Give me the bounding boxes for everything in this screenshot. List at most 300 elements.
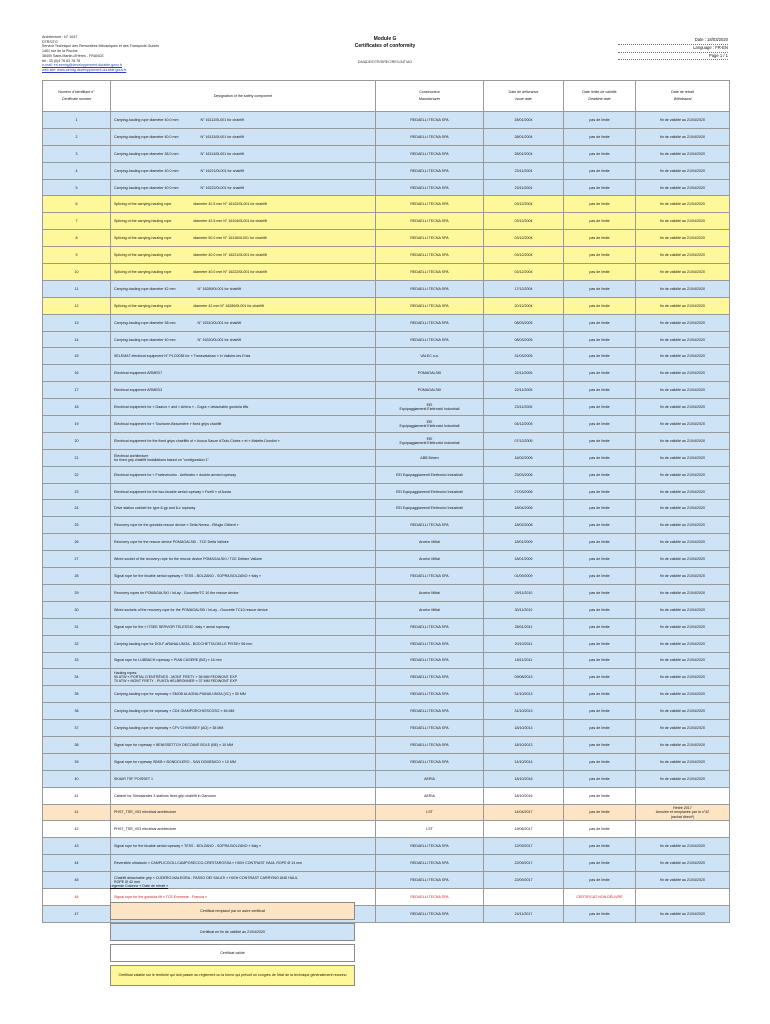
cell-issue-date: 29/11/2010	[484, 584, 564, 601]
legend-title: Légende Colonne « Date de retrait »	[110, 884, 169, 888]
cell-validity: pas de limite	[564, 213, 636, 230]
table-row	[43, 652, 730, 669]
cell-number: 26	[43, 534, 111, 551]
table-row	[43, 584, 730, 601]
cell-issue-date: 31/10/2013	[484, 703, 564, 720]
cell-validity: pas de limite	[564, 382, 636, 399]
cell-manufacturer: REDAELLI TECNA SPA	[376, 297, 484, 314]
designation-detail: N° 16222/0L001 for chairlift	[200, 185, 245, 190]
cell-issue-date: 08/03/2005	[484, 331, 564, 348]
table-row	[43, 416, 730, 433]
cell-manufacturer: REDAELLI TECNA SPA	[376, 145, 484, 162]
cell-designation: Splicing of the carrying-hauling rope diameter 50.0 mm N° 16116/0L001 for chairlift	[111, 230, 376, 247]
cell-validity: pas de limite	[564, 517, 636, 534]
issuer-block	[42, 35, 159, 73]
designation-detail: diameter 40.0 mm N° 16221/0L001 for chairlift	[193, 253, 267, 258]
cell-withdrawal: fin de validité au 21/04/2020	[636, 382, 730, 399]
table-row	[43, 196, 730, 213]
cell-withdrawal: fin de validité au 21/04/2020	[636, 838, 730, 855]
cell-validity: pas de limite	[564, 500, 636, 517]
table-row	[43, 855, 730, 872]
document-reference: DA/ADE/DTR/DREC/REC/AIT/AG	[357, 60, 413, 64]
cell-issue-date: 14/04/2017	[484, 804, 564, 821]
legend	[110, 902, 355, 989]
cell-designation: Carrying-hauling rope diameter 42 mm N° 16289/0L001 for chairlift	[111, 280, 376, 297]
cell-manufacturer: REDAELLI TECNA SPA	[376, 872, 484, 889]
cell-manufacturer: EEI Equipaggiamenti Elettronici Industriali	[376, 466, 484, 483]
cell-issue-date: 28/01/2004	[484, 112, 564, 129]
table-row	[43, 365, 730, 382]
designation-detail: N° 16289/0L001 for chairlift	[197, 286, 242, 291]
cell-issue-date: 18/02/2008	[484, 517, 564, 534]
cell-designation: Recovery rope for the gondola rescue device « Sella Nevea - Rifugio Gilberti »	[111, 517, 376, 534]
table-row	[43, 230, 730, 247]
cell-designation: Carrying-hauling rope for ropeway « SMOB ALAGNA-PIANALUNGA (VC) » 50 MM	[111, 686, 376, 703]
cell-validity: pas de limite	[564, 247, 636, 264]
table-row	[43, 162, 730, 179]
cell-validity: pas de limite	[564, 365, 636, 382]
cell-validity: CERTIFICAT NON DÉLIVRÉ	[564, 888, 636, 905]
cell-issue-date: 28/01/2011	[484, 618, 564, 635]
cell-validity: pas de limite	[564, 568, 636, 585]
document-meta	[618, 37, 728, 60]
cell-issue-date: 14/10/2014	[484, 753, 564, 770]
cell-validity: pas de limite	[564, 348, 636, 365]
cell-number: 13	[43, 314, 111, 331]
cell-validity: pas de limite	[564, 162, 636, 179]
cell-number: 23	[43, 483, 111, 500]
cell-designation: Signal rope for the bicable aerial ropeway « TESS - BOLZANO - SOPRA BOLZANO » Italy »	[111, 568, 376, 585]
table-header-row	[43, 81, 730, 112]
cell-issue-date: 27/03/2006	[484, 483, 564, 500]
table-row	[43, 601, 730, 618]
cell-manufacturer: REDAELLI TECNA SPA	[376, 179, 484, 196]
cell-issue-date: 22/09/2017	[484, 855, 564, 872]
cell-issue-date: 30/11/2010	[484, 601, 564, 618]
table-row	[43, 145, 730, 162]
cell-issue-date: 23/11/2004	[484, 179, 564, 196]
cell-withdrawal: fin de validité au 21/04/2020	[636, 618, 730, 635]
cell-validity: pas de limite	[564, 703, 636, 720]
cell-number: 7	[43, 213, 111, 230]
cell-designation: Electrical equipment for « Tourisme-Beaumière » fixed grips chairlift	[111, 416, 376, 433]
cell-designation: Splicing of the carrying-hauling rope diameter 40.0 mm N° 16222/0L001 for chairlift	[111, 264, 376, 281]
issuer-line: 1461 rue de la Piscine	[42, 49, 78, 54]
issuer-line: Service Technique des Remontées Mécaniques et des Transports Guidés	[42, 44, 159, 49]
cell-manufacturer: REDAELLI TECNA SPA	[376, 196, 484, 213]
header-number: Numéro d'identifiant n° Certificate number	[43, 81, 111, 112]
cell-number: 19	[43, 416, 111, 433]
table-row	[43, 247, 730, 264]
cell-withdrawal: fin de validité au 21/04/2020	[636, 669, 730, 686]
cell-designation: Signal rope for the gondola lift « TCE Eveneste - Francia »	[111, 888, 376, 905]
cell-withdrawal: fin de validité au 21/04/2020	[636, 365, 730, 382]
cell-validity: pas de limite	[564, 551, 636, 568]
designation-detail: N° 16310/0L001 for chairlift	[197, 320, 242, 325]
cell-number: 37	[43, 720, 111, 737]
page-label: Page 1 / 1	[618, 53, 728, 61]
cell-designation: Carrying-hauling rope for ropeway « CFV CHIVINSEY (AO) » 38 MM	[111, 720, 376, 737]
cell-manufacturer: REDAELLI TECNA SPA	[376, 686, 484, 703]
cell-number: 5	[43, 179, 111, 196]
cell-issue-date: 04/12/2005	[484, 416, 564, 433]
cell-number: 32	[43, 635, 111, 652]
cell-issue-date: 23/11/2004	[484, 162, 564, 179]
cell-designation: Electrical equipment for « Fraitevecchio - Anfiteatro » double-armed ropeway	[111, 466, 376, 483]
cell-manufacturer: REDAELLI TECNA SPA	[376, 855, 484, 872]
cell-issue-date	[484, 888, 564, 905]
header-withdrawal: Date de retrait Withdrawal	[636, 81, 730, 112]
cell-withdrawal: fin de validité au 21/04/2020	[636, 230, 730, 247]
issuer-link[interactable]: web site: www.strmtg.developpement-durable.gouv.fr	[42, 67, 127, 72]
cell-withdrawal: fin de validité au 21/04/2020	[636, 264, 730, 281]
legend-item: Certificat remplacé par un autre certificat	[110, 902, 355, 920]
cell-manufacturer: REDAELLI TECNA SPA	[376, 753, 484, 770]
cell-manufacturer: REDAELLI TECNA SPA	[376, 568, 484, 585]
cell-issue-date: 07/12/2005	[484, 432, 564, 449]
cell-withdrawal: fin de validité au 21/04/2020	[636, 128, 730, 145]
cell-manufacturer: POMAGALSKI	[376, 365, 484, 382]
cell-number: 8	[43, 230, 111, 247]
cell-designation: Signal rope for ropeway « BENISSETTCH DECOAVE BOLE (BE) » 10 MM	[111, 736, 376, 753]
cell-designation: Recovery rope for the rescue device POMAGALSKI - TCE Delta Valloire	[111, 534, 376, 551]
cell-number: 44	[43, 855, 111, 872]
designation-detail: diameter 42.5 mm N° 16104/0L001 for chairlift	[193, 219, 267, 224]
cell-number: 22	[43, 466, 111, 483]
cell-manufacturer: REDAELLI TECNA SPA	[376, 247, 484, 264]
cell-number: 47	[43, 905, 111, 922]
cell-withdrawal: fin de validité au 21/04/2020	[636, 770, 730, 787]
cell-manufacturer: VALEC s.a.	[376, 348, 484, 365]
cell-withdrawal: fin de validité au 21/04/2020	[636, 635, 730, 652]
cell-validity: pas de limite	[564, 432, 636, 449]
document-title-block	[300, 36, 470, 66]
cell-withdrawal: fin de validité au 21/04/2020	[636, 399, 730, 416]
cell-validity: pas de limite	[564, 196, 636, 213]
table-row	[43, 483, 730, 500]
issuer-line: DTRS/TG	[42, 39, 58, 44]
cell-manufacturer: REDAELLI TECNA SPA	[376, 905, 484, 922]
cell-designation: Carrying-hauling rope for ropeway « CD4 GIAMPORCHIOSCOSO » 46 MM	[111, 703, 376, 720]
table-row	[43, 449, 730, 466]
cell-validity: pas de limite	[564, 449, 636, 466]
cell-number: 28	[43, 568, 111, 585]
cell-withdrawal: fin de validité au 21/04/2020	[636, 162, 730, 179]
cell-issue-date: 03/12/2004	[484, 230, 564, 247]
table-row	[43, 686, 730, 703]
cell-withdrawal: fin de validité au 21/04/2020	[636, 247, 730, 264]
cell-manufacturer: LST	[376, 821, 484, 838]
cell-validity: pas de limite	[564, 230, 636, 247]
cell-manufacturer: REDAELLI TECNA SPA	[376, 213, 484, 230]
table-row	[43, 838, 730, 855]
table-row	[43, 753, 730, 770]
cell-withdrawal: fin de validité au 21/04/2020	[636, 466, 730, 483]
cell-manufacturer: REDAELLI TECNA SPA	[376, 112, 484, 129]
cell-withdrawal: fin de validité au 21/04/2020	[636, 213, 730, 230]
cell-validity: pas de limite	[564, 601, 636, 618]
cell-designation: PHST_TSR_V03 electrical architecture	[111, 821, 376, 838]
cell-issue-date: 18/10/2013	[484, 736, 564, 753]
cell-number: 10	[43, 264, 111, 281]
cell-validity: pas de limite	[564, 686, 636, 703]
legend-item: Certificat valable sur le territoire qui doit passer au règlement ou la forme qui prévoit un congrès de l'état de la technique généralement reconnu	[110, 965, 355, 986]
cell-withdrawal: fin de validité au 21/04/2020	[636, 348, 730, 365]
cell-manufacturer: REDAELLI TECNA SPA	[376, 230, 484, 247]
cell-designation: Chairlift detachable grip « CUDERO-MALEGRA - PASSO DEI SALATI » HIGH CONTRAST CARRYING AND HAUL ROPE Ø 42 mm	[111, 872, 376, 889]
cell-validity: pas de limite	[564, 838, 636, 855]
cell-manufacturer: REDAELLI TECNA SPA	[376, 517, 484, 534]
designation-detail: diameter 50.0 mm N° 16116/0L001 for chairlift	[193, 236, 267, 241]
cell-designation: Signal rope for the bicable aerial ropeway « TESS - BOLZANO - SOPRA BOLZANO » Italy »	[111, 838, 376, 855]
cell-designation: Splicing of the carrying-hauling rope diameter 40.0 mm N° 16221/0L001 for chairlift	[111, 247, 376, 264]
cell-manufacturer: REDAELLI TECNA SPA	[376, 280, 484, 297]
cell-manufacturer: AERIA	[376, 770, 484, 787]
cell-designation: Electrical equipment ARMED7	[111, 365, 376, 382]
cell-designation: Carrying-hauling rope diameter 38 mm N° 16310/0L001 for chairlift	[111, 314, 376, 331]
cell-number: 35	[43, 686, 111, 703]
table-row	[43, 534, 730, 551]
cell-validity: pas de limite	[564, 821, 636, 838]
table-row	[43, 736, 730, 753]
cell-withdrawal: fin de validité au 21/04/2020	[636, 145, 730, 162]
cell-number: 11	[43, 280, 111, 297]
cell-issue-date: 03/12/2004	[484, 196, 564, 213]
cell-designation: Wired sockets of the recovery rope for the POMAGALSKI / InLay - Gouvette TC10 rescue device	[111, 601, 376, 618]
cell-number: 9	[43, 247, 111, 264]
cell-designation: Electrical equipment for « Daarox » and « Artera » - Cogut » detachable gondola lifts	[111, 399, 376, 416]
table-row	[43, 669, 730, 686]
table-row	[43, 128, 730, 145]
cell-validity: pas de limite	[564, 179, 636, 196]
cell-number: 15	[43, 348, 111, 365]
cell-validity: pas de limite	[564, 128, 636, 145]
issuer-link[interactable]: e-mail: en.strmtg@developpement-durable.gouv.fr	[42, 63, 122, 68]
cell-validity: pas de limite	[564, 399, 636, 416]
cell-issue-date: 18/04/2006	[484, 500, 564, 517]
cell-withdrawal	[636, 787, 730, 804]
cell-manufacturer: Arcelor Mittal	[376, 584, 484, 601]
table-row	[43, 382, 730, 399]
cell-issue-date: 16/02/2006	[484, 449, 564, 466]
header-issue-date: Date de délivrance Issue date	[484, 81, 564, 112]
cell-issue-date: 18/01/2009	[484, 534, 564, 551]
table-row	[43, 568, 730, 585]
table-row	[43, 500, 730, 517]
cell-manufacturer: AERIA	[376, 787, 484, 804]
cell-designation: Electrical architecture for fixed grip chairlift installations based on "configuration 1"	[111, 449, 376, 466]
table-row	[43, 348, 730, 365]
cell-manufacturer: Arcelor Mittal	[376, 551, 484, 568]
cell-withdrawal: fin de validité au 21/04/2020	[636, 179, 730, 196]
cell-number: 34	[43, 669, 111, 686]
cell-withdrawal: fin de validité au 21/04/2020	[636, 703, 730, 720]
cell-designation: Recovery ropes for POMAGALSKI / InLay - Gouvette/TC 10 the rescue device	[111, 584, 376, 601]
cell-number: 30	[43, 601, 111, 618]
table-row	[43, 331, 730, 348]
cell-withdrawal: fin de validité au 21/04/2020	[636, 584, 730, 601]
cell-validity: pas de limite	[564, 483, 636, 500]
cell-validity: pas de limite	[564, 314, 636, 331]
cell-withdrawal: fin de validité au 21/04/2020	[636, 314, 730, 331]
cell-designation: Signal rope for ropeway SBKB « BONDOLERO - SAN DOMENICO » 10 MM	[111, 753, 376, 770]
cell-validity: pas de limite	[564, 534, 636, 551]
cell-manufacturer: POMAGALSKI	[376, 382, 484, 399]
cell-designation: Drive station cabinet for type 8-gp and 6-c ropeway	[111, 500, 376, 517]
cell-issue-date: 31/10/2013	[484, 686, 564, 703]
cell-designation: Carrying-hauling rope diameter 40.0 mm N° 16221/0L001 for chairlift	[111, 162, 376, 179]
table-row	[43, 703, 730, 720]
cell-issue-date: 19/06/2017	[484, 821, 564, 838]
cell-designation: Carrying-hauling rope diameter 40.0 mm N° 16113/0L001 for chairlift	[111, 128, 376, 145]
cell-designation: Reversible ultralauto « CAMPLICCIOLI-CAMPOSECCO-CRESTAROSSA » HIGH CONTRAST HAUL ROPE Ø 14 mm	[111, 855, 376, 872]
cell-issue-date: 18/10/2016	[484, 787, 564, 804]
cell-withdrawal: fin de validité au 21/04/2020	[636, 416, 730, 433]
designation-detail: diameter 42.5 mm N° 16102/0L001 for chairlift	[193, 202, 267, 207]
cell-withdrawal: fin de validité au 21/04/2020	[636, 112, 730, 129]
cell-manufacturer: Arcelor Mittal	[376, 534, 484, 551]
cell-number: 45	[43, 872, 111, 889]
cell-number: 29	[43, 584, 111, 601]
legend-item: Certificat valide	[110, 944, 355, 962]
cell-validity: pas de limite	[564, 720, 636, 737]
language-label: Language : FR-EN	[618, 45, 728, 53]
cell-validity: pas de limite	[564, 297, 636, 314]
table-row	[43, 297, 730, 314]
cell-manufacturer: REDAELLI TECNA SPA	[376, 888, 484, 905]
cell-manufacturer: REDAELLI TECNA SPA	[376, 720, 484, 737]
cell-number: 14	[43, 331, 111, 348]
cell-manufacturer: REDAELLI TECNA SPA	[376, 838, 484, 855]
cell-number: 20	[43, 432, 111, 449]
cell-withdrawal: fin de validité au 21/04/2020	[636, 483, 730, 500]
table-row	[43, 787, 730, 804]
cell-withdrawal: fin de validité au 21/04/2020	[636, 449, 730, 466]
cell-number: 41	[43, 804, 111, 821]
cell-withdrawal: fin de validité au 21/04/2020	[636, 601, 730, 618]
cell-validity: pas de limite	[564, 855, 636, 872]
cell-validity: pas de limite	[564, 112, 636, 129]
cell-issue-date: 22/11/2005	[484, 382, 564, 399]
cell-manufacturer: EEI Equipaggiamenti Elettronici Industriali	[376, 432, 484, 449]
cell-issue-date: 20/10/2011	[484, 635, 564, 652]
cell-validity: pas de limite	[564, 753, 636, 770]
cell-validity: pas de limite	[564, 905, 636, 922]
cell-validity: pas de limite	[564, 787, 636, 804]
cell-number: 40	[43, 770, 111, 787]
cell-designation: PHST_TSR_V03 electrical architecture	[111, 804, 376, 821]
cell-validity: pas de limite	[564, 804, 636, 821]
designation-detail: N° 16114/0L001 for chairlift	[200, 151, 244, 156]
cell-withdrawal: fin de validité au 21/04/2020	[636, 686, 730, 703]
cell-withdrawal: fin de validité au 21/04/2020	[636, 568, 730, 585]
cell-withdrawal: fin de validité au 21/04/2020	[636, 720, 730, 737]
cell-manufacturer: REDAELLI TECNA SPA	[376, 331, 484, 348]
cell-withdrawal: fin de validité au 21/04/2020	[636, 500, 730, 517]
cell-manufacturer: ABB Brixen	[376, 449, 484, 466]
cell-manufacturer: REDAELLI TECNA SPA	[376, 736, 484, 753]
cell-number: 17	[43, 382, 111, 399]
cell-validity: pas de limite	[564, 635, 636, 652]
cell-designation: SKIAIR TSF POISSET 1	[111, 770, 376, 787]
table-row	[43, 179, 730, 196]
cell-withdrawal: fin de validité au 21/04/2020	[636, 280, 730, 297]
cell-withdrawal: fin de validité au 21/04/2020	[636, 331, 730, 348]
table-row	[43, 720, 730, 737]
cell-validity: pas de limite	[564, 280, 636, 297]
cell-issue-date: 09/08/2013	[484, 669, 564, 686]
cell-validity: pas de limite	[564, 669, 636, 686]
cell-withdrawal: fin de validité au 21/04/2020	[636, 753, 730, 770]
cell-validity: pas de limite	[564, 264, 636, 281]
cell-designation: Carrying-hauling rope diameter 38.0 mm N° 16114/0L001 for chairlift	[111, 145, 376, 162]
cell-designation: Carrying-hauling rope diameter 40 mm N° 16320/0L001 for chairlift	[111, 331, 376, 348]
cell-number: 33	[43, 652, 111, 669]
cell-validity: pas de limite	[564, 652, 636, 669]
cell-number: 16	[43, 365, 111, 382]
cell-manufacturer: Arcelor Mittal	[376, 601, 484, 618]
cell-validity: pas de limite	[564, 584, 636, 601]
table-row	[43, 618, 730, 635]
document-subtitle: Certificates of conformity	[354, 42, 416, 49]
cell-manufacturer: REDAELLI TECNA SPA	[376, 618, 484, 635]
cell-number: 41	[43, 787, 111, 804]
cell-issue-date: 01/09/2009	[484, 568, 564, 585]
cell-manufacturer: REDAELLI TECNA SPA	[376, 128, 484, 145]
cell-issue-date: 24/11/2017	[484, 905, 564, 922]
cell-issue-date: 20/12/2004	[484, 297, 564, 314]
cell-manufacturer: EEI Equipaggiamenti Elettronici Industriali	[376, 416, 484, 433]
cell-issue-date: 18/10/2016	[484, 770, 564, 787]
designation-detail: diameter 42 mm N° 16289/0L001 for chairlift	[193, 303, 264, 308]
cell-validity: pas de limite	[564, 416, 636, 433]
cell-withdrawal: fin de validité au 21/04/2020	[636, 196, 730, 213]
cell-designation: Electrical equipment for the fixed grips chairlifts of « Avoca Sauze d'Oulx-Clotes » et « Malette-Dondini »	[111, 432, 376, 449]
header-validity: Date limite de validité Deadline date	[564, 81, 636, 112]
cell-withdrawal: Retiré 2017 Annulée et remplacée par la n°42 (rachat direct*)	[636, 804, 730, 821]
cell-designation: Carrying-hauling rope diameter 40.0 mm N° 16112/0L001 for chairlift	[111, 112, 376, 129]
date-label: Date : 18/03/2020	[618, 37, 728, 45]
cell-issue-date: 22/09/2017	[484, 872, 564, 889]
table-row	[43, 213, 730, 230]
cell-designation: Electrical equipment ARMED3	[111, 382, 376, 399]
cell-manufacturer: REDAELLI TECNA SPA	[376, 635, 484, 652]
cell-manufacturer: EEI Equipaggiamenti Elettronici Industriali	[376, 399, 484, 416]
cell-number: 46	[43, 888, 111, 905]
cell-designation: Cabinet for Simosandes 3 stations fixed grip chairlift in Garcosin	[111, 787, 376, 804]
cell-withdrawal: fin de validité au 21/04/2020	[636, 872, 730, 889]
cell-number: 18	[43, 399, 111, 416]
issuer-line: tél.: 33 (0)4 76 63 78 78	[42, 58, 81, 63]
cell-issue-date: 18/10/2013	[484, 720, 564, 737]
cell-number: 43	[43, 838, 111, 855]
cell-issue-date: 17/12/2004	[484, 280, 564, 297]
table-row	[43, 466, 730, 483]
cell-withdrawal: fin de validité au 21/04/2020	[636, 517, 730, 534]
cell-number: 2	[43, 128, 111, 145]
cell-withdrawal: fin de validité au 21/04/2020	[636, 652, 730, 669]
table-row	[43, 635, 730, 652]
cell-number: 25	[43, 517, 111, 534]
designation-detail: N° 16113/0L001 for chairlift	[200, 134, 244, 139]
issuer-line[interactable]	[42, 68, 159, 73]
cell-number: 1	[43, 112, 111, 129]
cell-number: 12	[43, 297, 111, 314]
cell-issue-date: 31/03/2005	[484, 348, 564, 365]
header-manufacturer: Constructeur Manufacturer	[376, 81, 484, 112]
cell-withdrawal	[636, 888, 730, 905]
cell-manufacturer: EEI Equipaggiamenti Elettronici Industriali	[376, 500, 484, 517]
